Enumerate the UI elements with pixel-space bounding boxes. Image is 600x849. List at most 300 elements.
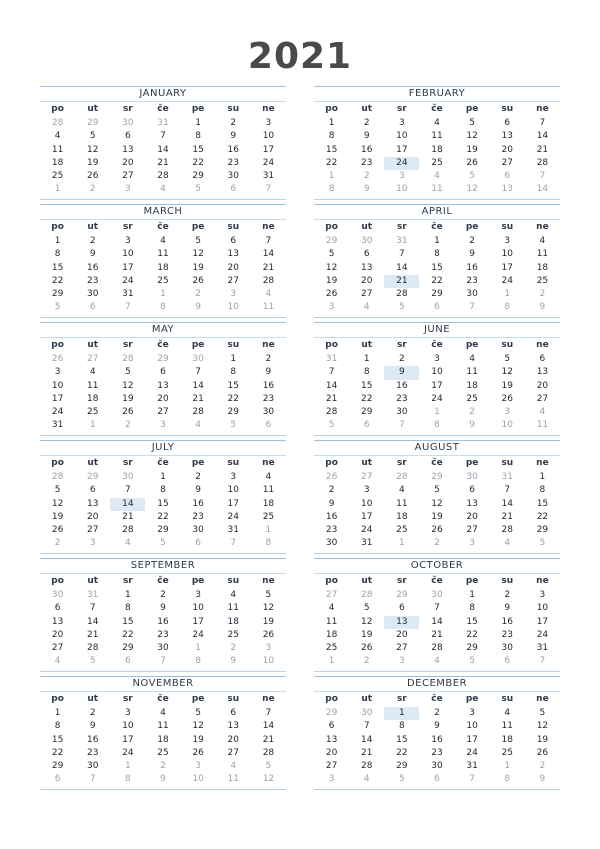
day-grid [314,471,560,551]
day-cell: 13 [51,616,64,627]
day-cell: 29 [396,761,408,772]
day-cell: 29 [396,590,408,600]
day-cell: 19 [325,275,338,286]
day-cell: 1 [89,420,96,431]
day-cell: 23 [466,275,478,286]
day-cell: 23 [396,393,408,404]
day-cell: 14 [262,721,275,732]
day-cell: 18 [227,616,239,627]
day-cell: 7 [469,774,475,785]
day-cell: 10 [122,249,134,260]
day-cell: 11 [536,420,549,431]
weekday-label: pe [191,104,205,114]
day-cell: 5 [160,538,166,549]
day-cell: 21 [536,144,549,155]
day-cell: 4 [434,656,440,667]
day-cell: 3 [124,184,131,195]
day-cell: 22 [122,629,134,640]
day-cell: 10 [466,721,478,732]
weekday-label: ne [536,458,549,468]
day-cell: 6 [434,302,440,313]
month-september [40,558,286,672]
month-bottom-rule [40,553,286,554]
day-cell: 13 [384,616,419,629]
weekday-label: po [325,458,338,468]
day-cell: 26 [501,393,513,404]
day-cell: 19 [262,616,275,627]
day-cell: 28 [396,289,408,300]
day-cell: 27 [501,157,513,168]
month-title: APRIL [421,206,453,217]
weekday-header [40,220,286,235]
day-cell: 20 [360,275,373,286]
day-cell: 12 [122,380,134,391]
month-may [40,322,286,436]
day-cell: 14 [501,498,513,509]
day-cell: 8 [160,302,166,313]
day-cell: 20 [157,393,169,404]
weekday-label: su [501,576,514,586]
day-cell: 30 [360,708,373,718]
weekday-label: sr [396,104,407,114]
day-cell: 21 [86,629,99,640]
day-cell: 9 [89,249,96,260]
day-cell: 21 [384,275,419,288]
day-cell: 7 [124,302,131,313]
day-cell: 9 [363,131,370,142]
day-cell: 31 [360,538,373,549]
day-cell: 7 [160,656,166,667]
month-title: FEBRUARY [408,88,466,99]
day-cell: 1 [504,761,511,772]
weekday-label: ut [361,694,373,704]
day-cell: 22 [51,747,64,758]
day-cell: 4 [363,302,370,313]
weekday-label: po [51,576,64,586]
day-cell: 19 [431,511,443,522]
day-cell: 2 [265,354,272,364]
weekday-label: sr [122,340,133,350]
day-cell: 13 [157,380,169,391]
day-cell: 11 [157,721,169,732]
day-cell: 8 [54,249,61,260]
day-cell: 6 [504,656,511,667]
day-cell: 28 [51,118,64,128]
day-cell: 16 [227,144,239,155]
weekday-header [40,456,286,471]
weekday-label: po [51,694,64,704]
weekday-label: pe [191,458,205,468]
day-cell: 17 [51,393,64,404]
weekday-header [314,338,560,353]
day-cell: 26 [122,407,134,418]
day-cell: 4 [434,171,440,182]
month-bottom-rule [40,789,286,790]
day-cell: 26 [466,157,478,168]
day-cell: 4 [504,538,511,549]
day-cell: 30 [227,171,239,182]
day-cell: 17 [360,511,373,522]
weekday-label: če [431,694,443,704]
day-cell: 21 [262,262,275,273]
month-title: DECEMBER [406,678,468,689]
day-cell: 3 [539,590,546,600]
day-cell: 1 [328,656,335,667]
day-cell: 5 [54,302,61,313]
day-cell: 7 [398,249,405,260]
day-cell: 9 [195,485,201,496]
month-bottom-rule [314,553,560,554]
day-cell: 25 [536,275,549,286]
weekday-label: su [501,458,514,468]
day-cell: 6 [195,538,201,549]
weekday-label: sr [396,458,407,468]
day-cell: 7 [89,774,96,785]
weekday-label: su [501,222,514,232]
day-cell: 24 [466,747,478,758]
day-cell: 15 [192,144,204,155]
day-cell: 20 [227,734,239,745]
weekday-label: če [431,576,443,586]
day-cell: 27 [157,407,169,418]
day-cell: 9 [539,302,546,313]
day-cell: 7 [328,367,335,378]
day-grid [40,589,286,669]
weekday-label: če [157,104,169,114]
weekday-label: ut [361,222,373,232]
day-cell: 7 [124,485,131,496]
day-cell: 8 [434,249,440,260]
day-cell: 28 [51,472,64,482]
weekday-label: ne [262,576,275,586]
day-cell: 3 [195,761,201,772]
day-cell: 8 [328,131,335,142]
month-title: JULY [151,442,175,453]
day-grid [40,707,286,787]
day-cell: 12 [501,367,513,378]
day-cell: 1 [195,118,201,128]
day-cell: 22 [360,393,373,404]
day-cell: 6 [434,774,440,785]
day-cell: 16 [501,616,513,627]
day-cell: 4 [539,236,546,246]
day-cell: 25 [227,629,239,640]
day-cell: 10 [192,603,204,614]
day-cell: 16 [431,734,443,745]
weekday-header [314,692,560,707]
day-cell: 31 [227,525,239,536]
day-cell: 13 [122,144,134,155]
weekday-label: ut [87,458,99,468]
day-cell: 9 [160,603,166,614]
day-cell: 30 [51,590,64,600]
day-cell: 7 [539,656,546,667]
day-grid [40,117,286,197]
day-cell: 19 [192,262,204,273]
day-cell: 15 [227,380,239,391]
weekday-label: sr [122,222,133,232]
day-cell: 11 [501,721,513,732]
day-cell: 27 [86,525,99,536]
day-cell: 26 [325,472,338,482]
day-cell: 27 [536,393,549,404]
weekday-label: sr [122,458,133,468]
day-cell: 5 [265,590,272,600]
day-cell: 19 [122,393,134,404]
month-title: JUNE [423,324,451,335]
day-grid [314,589,560,669]
day-cell: 7 [504,485,511,496]
day-cell: 18 [501,734,513,745]
weekday-header [40,574,286,589]
day-cell: 7 [434,603,440,614]
day-cell: 18 [466,380,478,391]
month-title: OCTOBER [410,560,464,571]
day-cell: 17 [227,498,239,509]
day-cell: 4 [230,761,237,772]
day-cell: 22 [227,393,239,404]
day-cell: 8 [434,420,440,431]
day-cell: 16 [262,380,275,391]
day-cell: 3 [124,708,131,718]
day-cell: 13 [466,498,478,509]
day-cell: 4 [160,236,166,246]
day-cell: 26 [51,525,64,536]
weekday-label: ne [262,458,275,468]
day-cell: 17 [122,734,134,745]
day-cell: 20 [86,511,99,522]
day-cell: 9 [469,249,475,260]
day-cell: 13 [227,249,239,260]
day-cell: 15 [51,262,64,273]
day-cell: 31 [157,118,169,128]
day-cell: 19 [501,380,513,391]
day-cell: 28 [262,747,275,758]
day-cell: 24 [227,511,239,522]
day-cell: 14 [86,616,99,627]
weekday-label: su [227,340,240,350]
weekday-label: ne [262,694,275,704]
day-cell: 8 [398,721,405,732]
weekday-label: po [51,104,64,114]
day-cell: 11 [227,603,239,614]
day-cell: 29 [227,407,239,418]
weekday-label: po [325,222,338,232]
day-cell: 28 [192,407,204,418]
day-cell: 24 [122,747,134,758]
day-cell: 30 [466,289,478,300]
day-cell: 21 [431,629,443,640]
day-cell: 12 [325,262,338,273]
day-cell: 23 [431,747,443,758]
day-cell: 16 [192,498,204,509]
day-cell: 28 [262,275,275,286]
day-cell: 2 [398,354,405,364]
day-grid [314,353,560,433]
day-cell: 3 [469,708,475,718]
day-cell: 3 [469,538,475,549]
day-cell: 19 [466,144,478,155]
day-cell: 12 [192,721,204,732]
month-bottom-rule [314,435,560,436]
day-cell: 3 [89,538,96,549]
weekday-label: po [325,694,338,704]
day-cell: 10 [227,302,239,313]
day-cell: 5 [469,656,475,667]
day-cell: 24 [431,393,443,404]
day-cell: 24 [360,525,373,536]
day-cell: 29 [192,171,204,182]
day-cell: 21 [192,393,204,404]
day-cell: 16 [360,144,373,155]
day-cell: 6 [89,485,96,496]
weekday-label: ut [361,576,373,586]
day-cell: 3 [504,407,511,418]
day-cell: 17 [431,380,443,391]
day-cell: 5 [398,302,405,313]
day-cell: 7 [539,118,546,128]
day-cell: 24 [384,157,419,170]
day-cell: 28 [536,157,549,168]
day-cell: 7 [160,131,166,142]
day-cell: 5 [195,236,201,246]
day-cell: 16 [466,262,478,273]
day-cell: 15 [431,262,443,273]
weekday-label: ut [361,458,373,468]
weekday-label: če [431,222,443,232]
day-cell: 28 [86,643,99,654]
weekday-label: po [51,222,64,232]
day-cell: 29 [325,236,338,246]
day-cell: 29 [122,643,134,654]
weekday-label: su [501,104,514,114]
day-cell: 14 [536,131,549,142]
day-cell: 11 [325,616,338,627]
day-cell: 13 [325,734,338,745]
weekday-label: po [325,576,338,586]
day-cell: 30 [431,590,443,600]
weekday-header [40,338,286,353]
day-cell: 8 [160,485,166,496]
day-cell: 12 [431,498,443,509]
month-bottom-rule [40,671,286,672]
day-cell: 10 [396,131,408,142]
day-cell: 24 [262,157,275,168]
day-cell: 8 [195,131,201,142]
day-cell: 3 [328,302,335,313]
day-cell: 29 [157,354,169,364]
weekday-label: po [51,340,64,350]
day-cell: 12 [262,603,275,614]
day-cell: 21 [262,734,275,745]
day-cell: 14 [157,144,169,155]
day-cell: 20 [122,157,134,168]
day-cell: 29 [51,761,64,772]
day-cell: 22 [431,275,443,286]
day-cell: 19 [536,734,549,745]
day-cell: 2 [54,538,61,549]
day-cell: 8 [230,367,237,378]
day-cell: 10 [122,721,134,732]
day-cell: 1 [54,708,61,718]
day-cell: 11 [466,367,478,378]
day-cell: 14 [110,498,145,511]
weekday-label: ut [87,340,99,350]
day-cell: 2 [539,761,546,772]
weekday-label: ut [361,340,373,350]
day-cell: 30 [466,472,478,482]
day-cell: 3 [160,420,166,431]
day-cell: 29 [466,643,478,654]
day-cell: 6 [363,420,370,431]
day-cell: 23 [262,393,275,404]
day-cell: 7 [539,171,546,182]
day-cell: 30 [431,761,443,772]
day-cell: 30 [86,761,99,772]
day-cell: 3 [54,367,61,378]
day-cell: 2 [124,420,131,431]
day-cell: 5 [195,184,201,195]
day-cell: 22 [396,747,408,758]
day-cell: 17 [122,262,134,273]
day-cell: 26 [192,747,204,758]
day-cell: 30 [325,538,338,549]
day-cell: 6 [54,603,61,614]
day-cell: 23 [157,629,169,640]
day-cell: 27 [51,643,64,654]
day-cell: 29 [51,289,64,300]
day-cell: 2 [195,289,201,300]
day-cell: 31 [262,171,275,182]
day-cell: 4 [469,354,475,364]
day-cell: 28 [157,171,169,182]
day-cell: 1 [469,590,475,600]
weekday-label: pe [465,458,479,468]
weekday-label: če [431,104,443,114]
day-cell: 4 [160,184,166,195]
day-cell: 3 [230,472,237,482]
day-cell: 25 [51,171,64,182]
day-cell: 5 [89,656,96,667]
day-cell: 23 [86,747,99,758]
month-bottom-rule [314,199,560,200]
day-cell: 5 [504,354,511,364]
day-cell: 13 [227,721,239,732]
month-bottom-rule [314,671,560,672]
day-cell: 25 [501,747,513,758]
day-cell: 9 [160,774,166,785]
day-cell: 28 [122,525,134,536]
day-cell: 5 [539,708,546,718]
day-cell: 23 [86,275,99,286]
day-cell: 20 [227,262,239,273]
weekday-label: ne [536,340,549,350]
day-cell: 14 [192,380,204,391]
day-cell: 3 [230,289,237,300]
weekday-header [314,102,560,117]
weekday-label: pe [465,340,479,350]
day-cell: 27 [122,171,134,182]
day-cell: 2 [195,472,201,482]
month-february [314,86,560,200]
weekday-label: su [227,458,240,468]
day-cell: 23 [227,157,239,168]
day-cell: 30 [122,118,134,128]
day-cell: 6 [539,354,546,364]
day-cell: 5 [469,171,475,182]
day-cell: 11 [396,498,408,509]
month-title: AUGUST [414,442,460,453]
